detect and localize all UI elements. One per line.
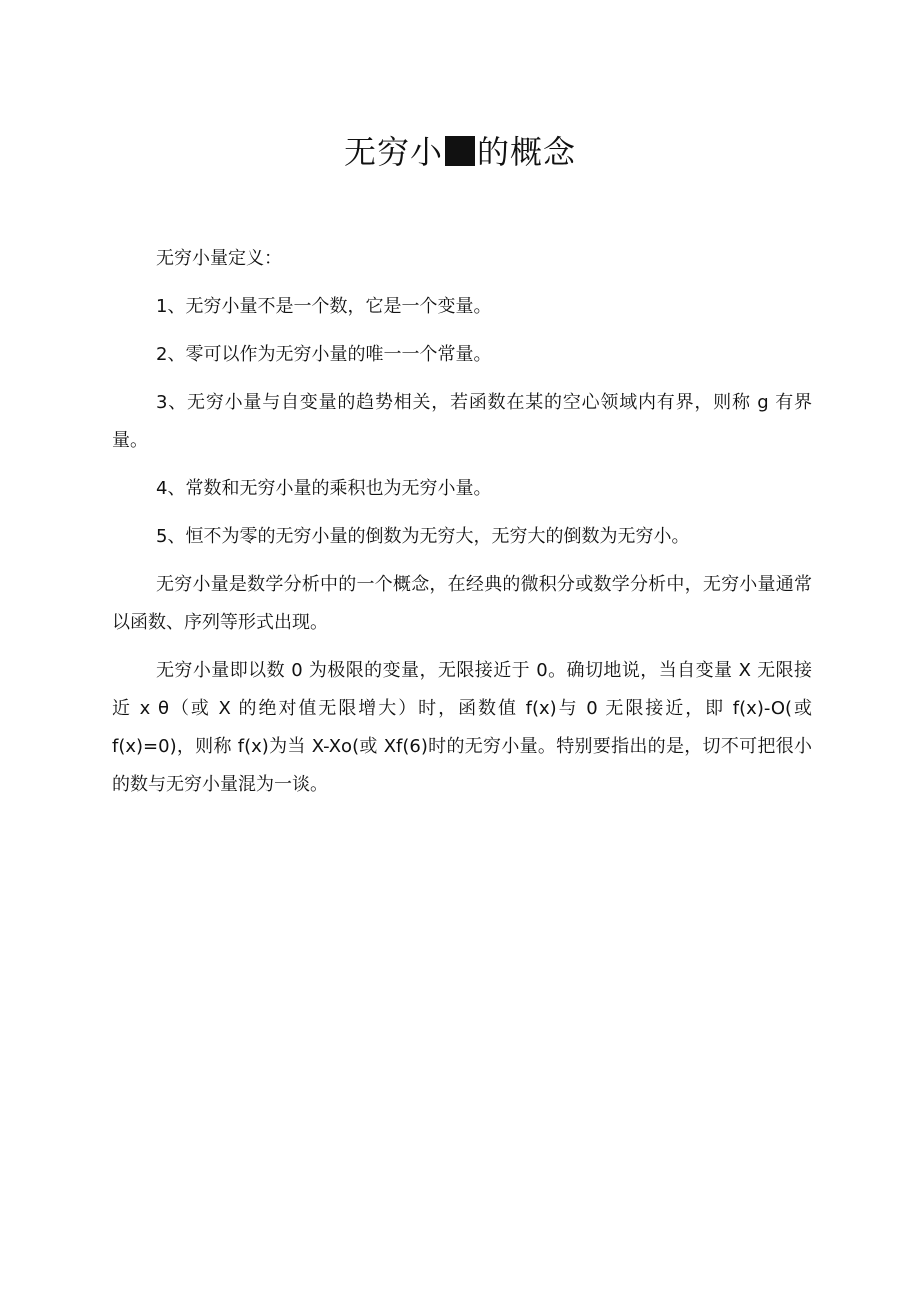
list-item-1: 1、无穷小量不是一个数，它是一个变量。 [156,296,492,317]
list-item-2: 2、零可以作为无穷小量的唯一一个常量。 [156,344,492,365]
list-item-3: 3、无穷小量与自变量的趋势相关，若函数在某的空心领域内有界，则称 g 有界量。 [112,392,812,451]
title-text-end: 的概念 [477,133,577,171]
list-item-5: 5、恒不为零的无穷小量的倒数为无穷大，无穷大的倒数为无穷小。 [156,526,690,547]
list-item-4: 4、常数和无穷小量的乘积也为无穷小量。 [156,478,492,499]
definition-heading: 无穷小量定义： [156,248,282,269]
redaction-block [445,136,475,166]
title-text-start: 无穷小 [343,133,443,171]
document-title [0,128,920,176]
paragraph-overview: 无穷小量是数学分析中的一个概念，在经典的微积分或数学分析中，无穷小量通常以函数、序列等形式出现。 [112,574,812,633]
document-body [112,240,812,814]
paragraph-detail: 无穷小量即以数 0 为极限的变量，无限接近于 0。确切地说，当自变量 X 无限接近 x θ（或 X 的绝对值无限增大）时，函数值 f(x)与 0 无限接近，即 f(x)-O(或 f(x)=0)，则称 f(x)为当 X-Xo(或 Xf(6)时的无穷小量。特别要指出的是，切不可把很小的数与无穷小量混为一谈。 [112,660,812,795]
